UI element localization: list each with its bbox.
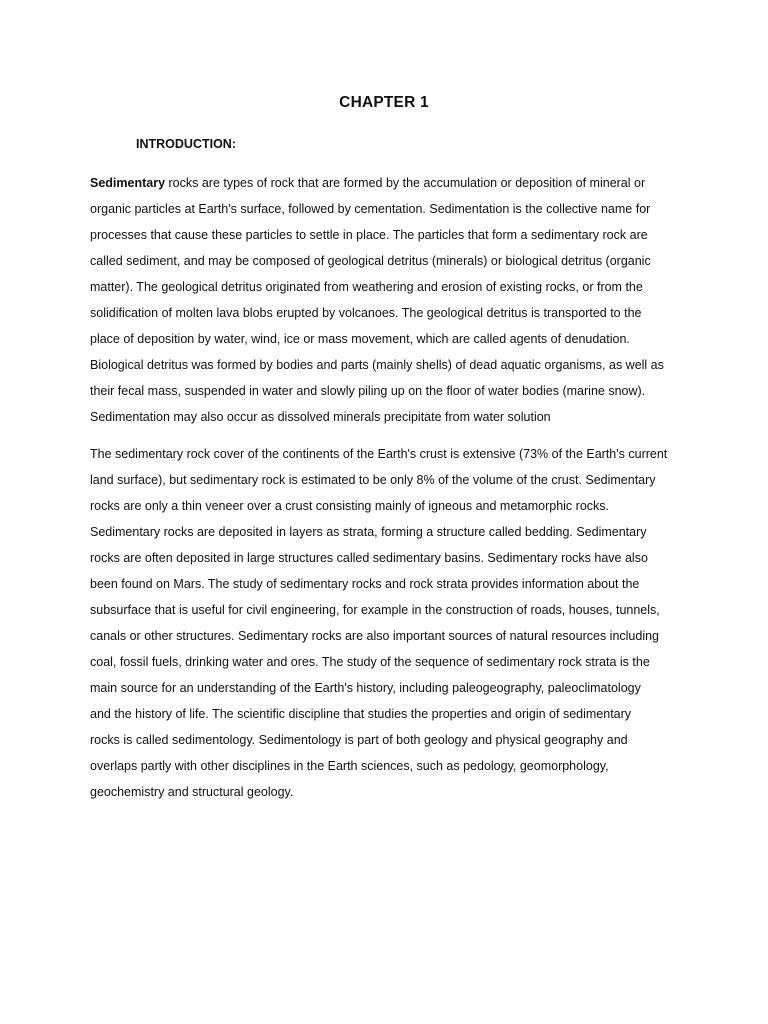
paragraph-line: Sedimentary rocks are deposited in layers as strata, forming a structure called bedding. Sedimentary: [90, 525, 647, 539]
paragraph-line: land surface), but sedimentary rock is estimated to be only 8% of the volume of the crust. Sedimentary: [90, 473, 656, 487]
paragraph-line: rocks are only a thin veneer over a crust consisting mainly of igneous and metamorphic rocks.: [90, 499, 609, 513]
paragraph-line: been found on Mars. The study of sedimentary rocks and rock strata provides information about the: [90, 577, 640, 591]
paragraph-line: organic particles at Earth's surface, followed by cementation. Sedimentation is the collective name for: [90, 202, 651, 216]
paragraph-line: [90, 170, 690, 196]
paragraph-line: their fecal mass, suspended in water and slowly piling up on the floor of water bodies (marine snow).: [90, 384, 646, 398]
paragraph-line: main source for an understanding of the Earth's history, including paleogeography, paleoclimatology: [90, 681, 641, 695]
paragraph-line: subsurface that is useful for civil engineering, for example in the construction of roads, houses, tunnels,: [90, 603, 660, 617]
paragraph-line: solidification of molten lava blobs erupted by volcanoes. The geological detritus is transported to the: [90, 306, 642, 320]
line-text: rocks are types of rock that are formed by the accumulation or deposition of mineral or: [165, 176, 646, 190]
paragraph-line: geochemistry and structural geology.: [90, 785, 294, 799]
paragraph-line: Biological detritus was formed by bodies and parts (mainly shells) of dead aquatic organisms, as well as: [90, 358, 664, 372]
paragraph-line: called sediment, and may be composed of geological detritus (minerals) or biological detritus (organic: [90, 254, 651, 268]
paragraph-2: [90, 441, 690, 805]
paragraph-line: canals or other structures. Sedimentary rocks are also important sources of natural resources including: [90, 629, 660, 643]
paragraph-1: [90, 170, 690, 430]
paragraph-line: Sedimentation may also occur as dissolved minerals precipitate from water solution: [90, 410, 551, 424]
chapter-title: CHAPTER 1: [339, 94, 429, 111]
paragraph-line: processes that cause these particles to settle in place. The particles that form a sedimentary rock are: [90, 228, 648, 242]
paragraph-line: overlaps partly with other disciplines in the Earth sciences, such as pedology, geomorphology,: [90, 759, 609, 773]
paragraph-line: rocks is called sedimentology. Sedimentology is part of both geology and physical geography and: [90, 733, 628, 747]
section-heading: INTRODUCTION:: [136, 137, 236, 151]
lead-word: Sedimentary: [90, 176, 166, 190]
paragraph-line: rocks are often deposited in large structures called sedimentary basins. Sedimentary rocks have also: [90, 551, 648, 565]
paragraph-line: place of deposition by water, wind, ice or mass movement, which are called agents of denudation.: [90, 332, 630, 346]
paragraph-line: matter). The geological detritus originated from weathering and erosion of existing rocks, or from the: [90, 280, 643, 294]
paragraph-line: coal, fossil fuels, drinking water and ores. The study of the sequence of sedimentary rock strata is the: [90, 655, 650, 669]
paragraph-line: The sedimentary rock cover of the continents of the Earth's crust is extensive (73% of the Earth's current: [90, 447, 668, 461]
paragraph-line: and the history of life. The scientific discipline that studies the properties and origin of sedimentary: [90, 707, 632, 721]
